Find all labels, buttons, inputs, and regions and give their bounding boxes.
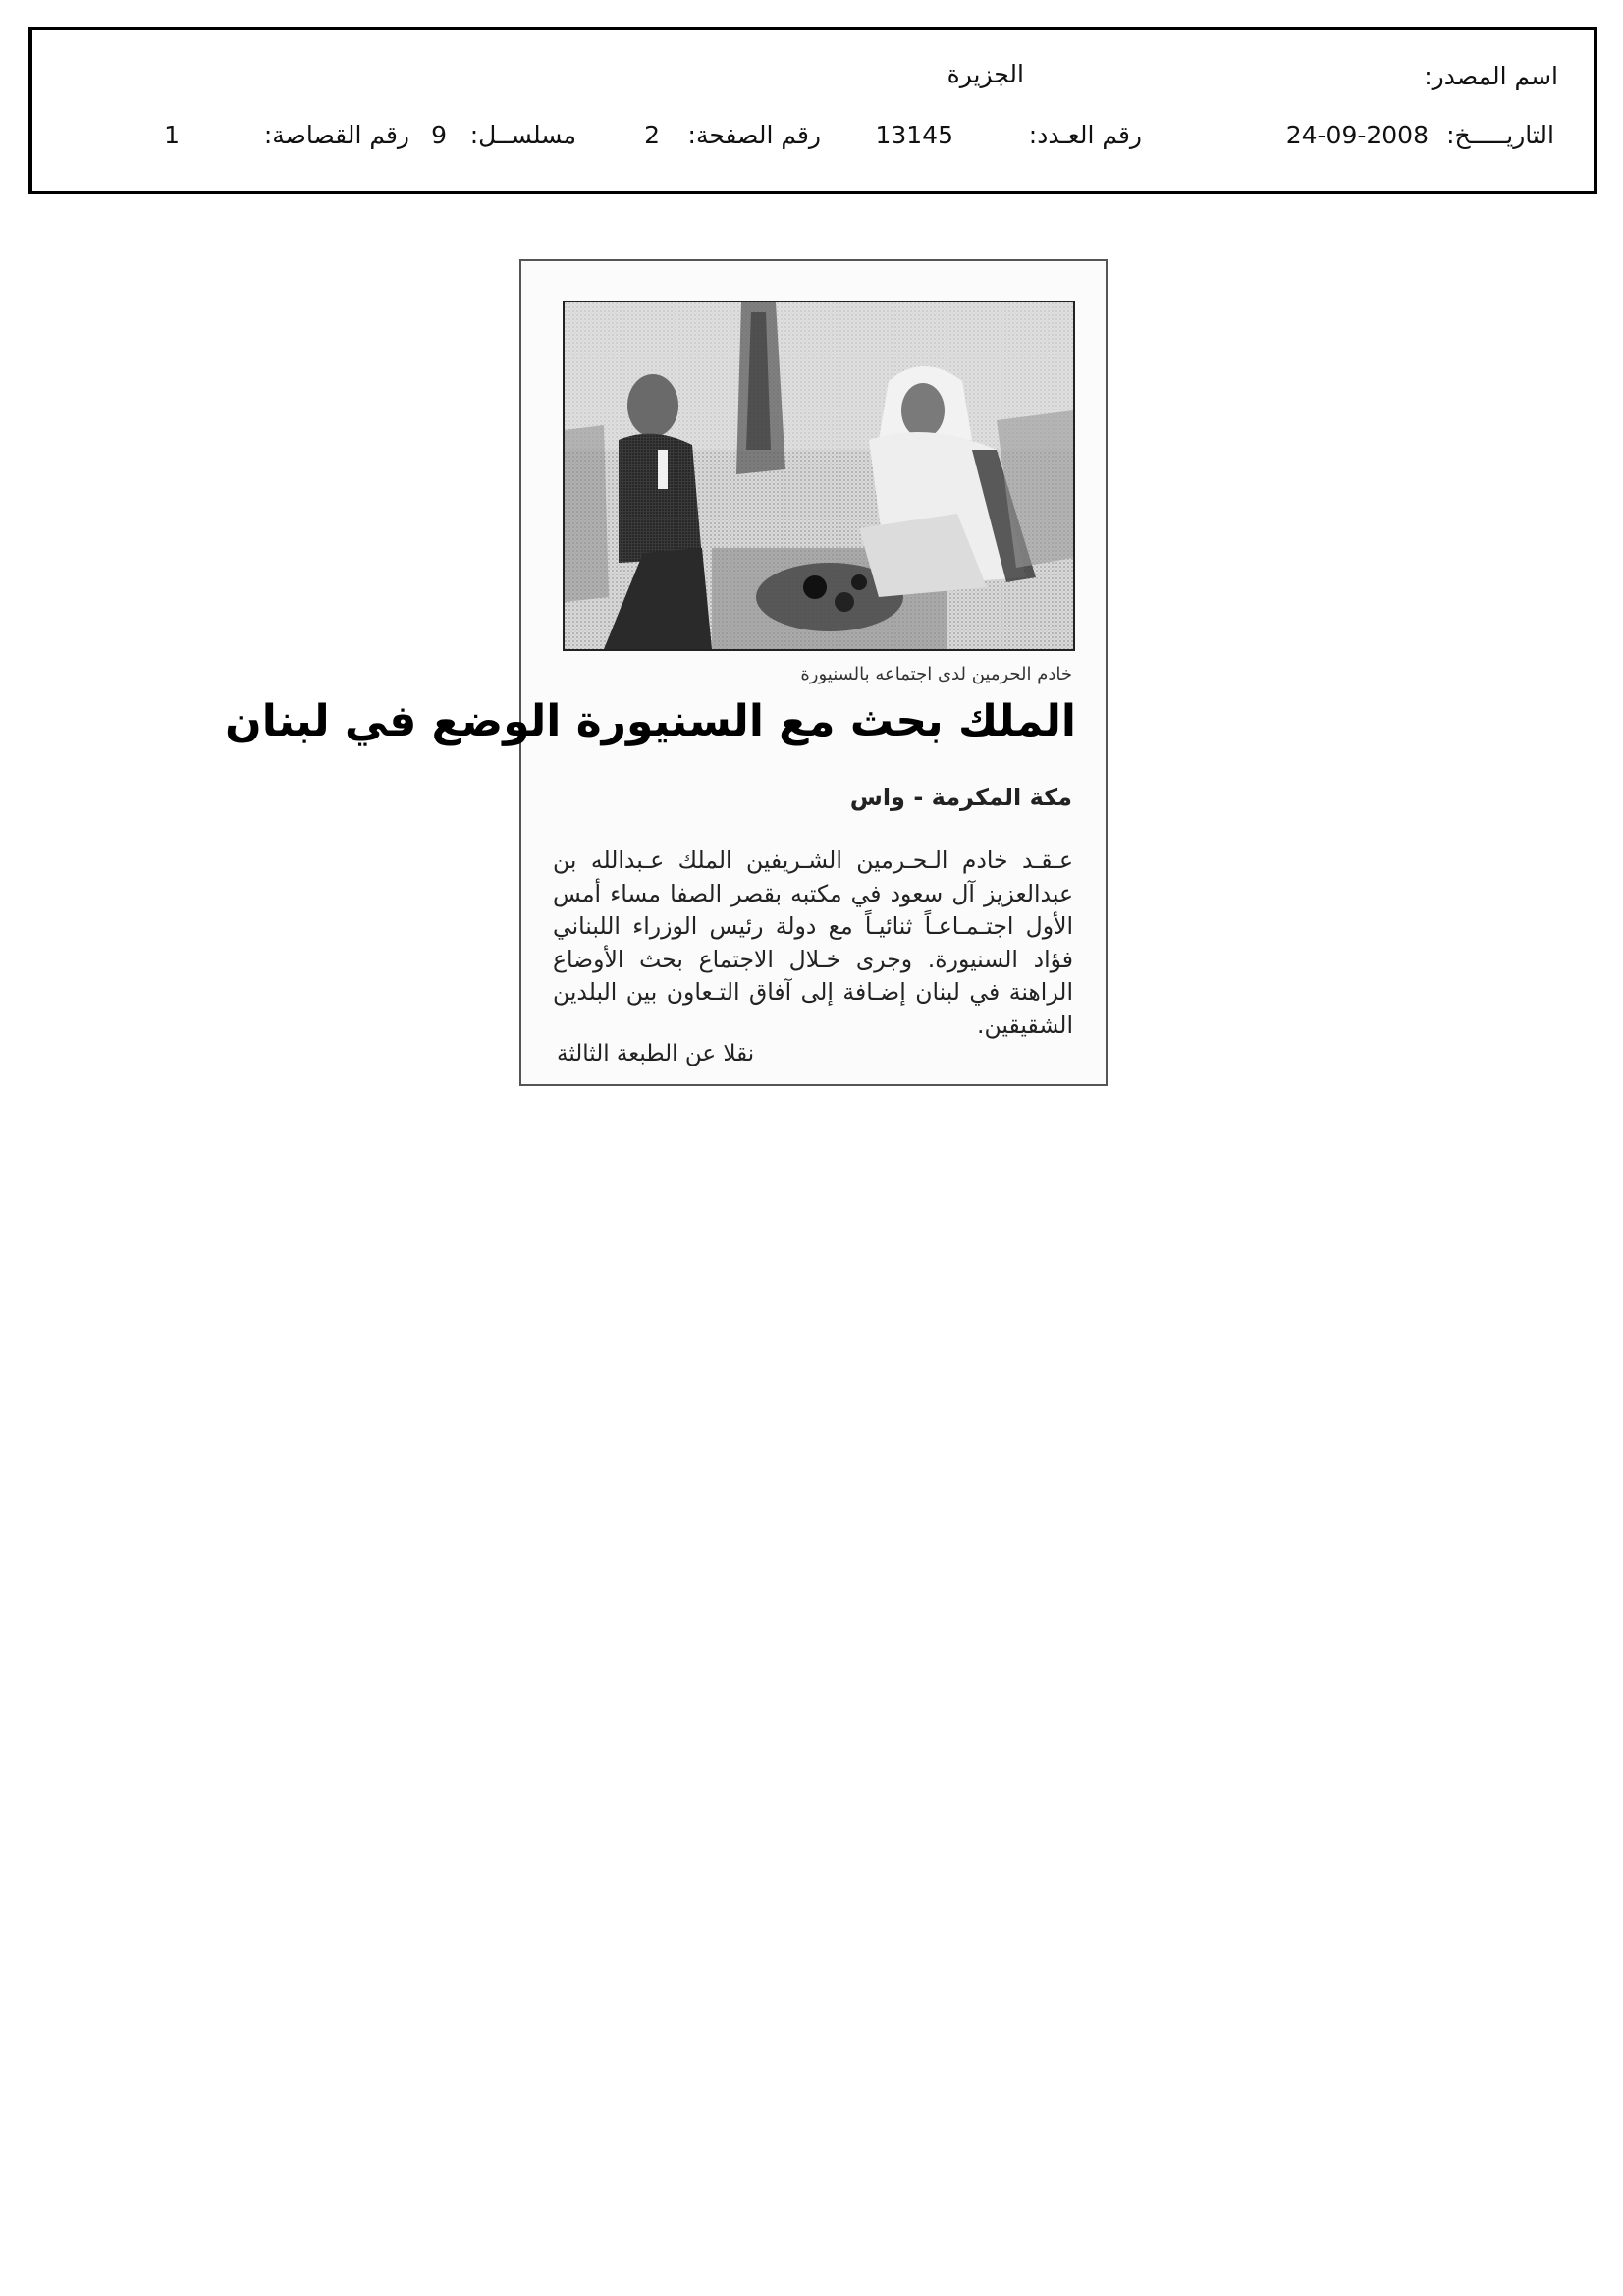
source-label: اسم المصدر: (1424, 62, 1558, 90)
article-headline: الملك بحث مع السنيورة الوضع في لبنان (225, 696, 1076, 746)
photo-illustration (565, 302, 1073, 649)
body-line: عبدالعزيز آل سعود في مكتبه بقصر الصفا مساء أمس (553, 879, 1073, 907)
date-value: 24-09-2008 (1285, 121, 1429, 149)
photo-caption: خادم الحرمين لدى اجتماعه بالسنيورة (800, 664, 1072, 684)
page-label: رقم الصفحة: (687, 121, 821, 149)
article-dateline: مكة المكرمة - واس (849, 784, 1072, 811)
clipping-metadata-box (28, 27, 1597, 194)
body-line: الشقيقين. (977, 1011, 1073, 1039)
date-label: التاريـــــخ: (1446, 121, 1554, 149)
newspaper-clipping (225, 259, 1108, 1086)
article-body (553, 845, 1073, 1042)
clipping-number-label: رقم القصاصة: (263, 121, 409, 149)
article-photo (563, 301, 1075, 651)
issue-value: 13145 (875, 121, 953, 149)
body-line: فؤاد السنيورة. وجرى خـلال الاجتماع بحث الأوضاع (553, 945, 1073, 973)
body-line: الأول اجتـمـاعـاً ثنائيـاً مع دولة رئيس الوزراء اللبناني (553, 912, 1073, 940)
clipping-number-value: 1 (164, 121, 180, 149)
issue-label: رقم العـدد: (1028, 121, 1142, 149)
body-line: عـقـد خادم الـحـرمين الشـريفين الملك عـبدالله بن (553, 847, 1073, 874)
serial-label: مسلســل: (469, 121, 576, 149)
page-value: 2 (644, 121, 660, 149)
source-value: الجزيرة (947, 60, 1024, 88)
source-note: نقلا عن الطبعة الثالثة (557, 1041, 755, 1066)
body-line: الراهنة في لبنان إضـافة إلى آفاق التـعاون بين البلدين (553, 978, 1073, 1006)
serial-value: 9 (431, 121, 447, 149)
